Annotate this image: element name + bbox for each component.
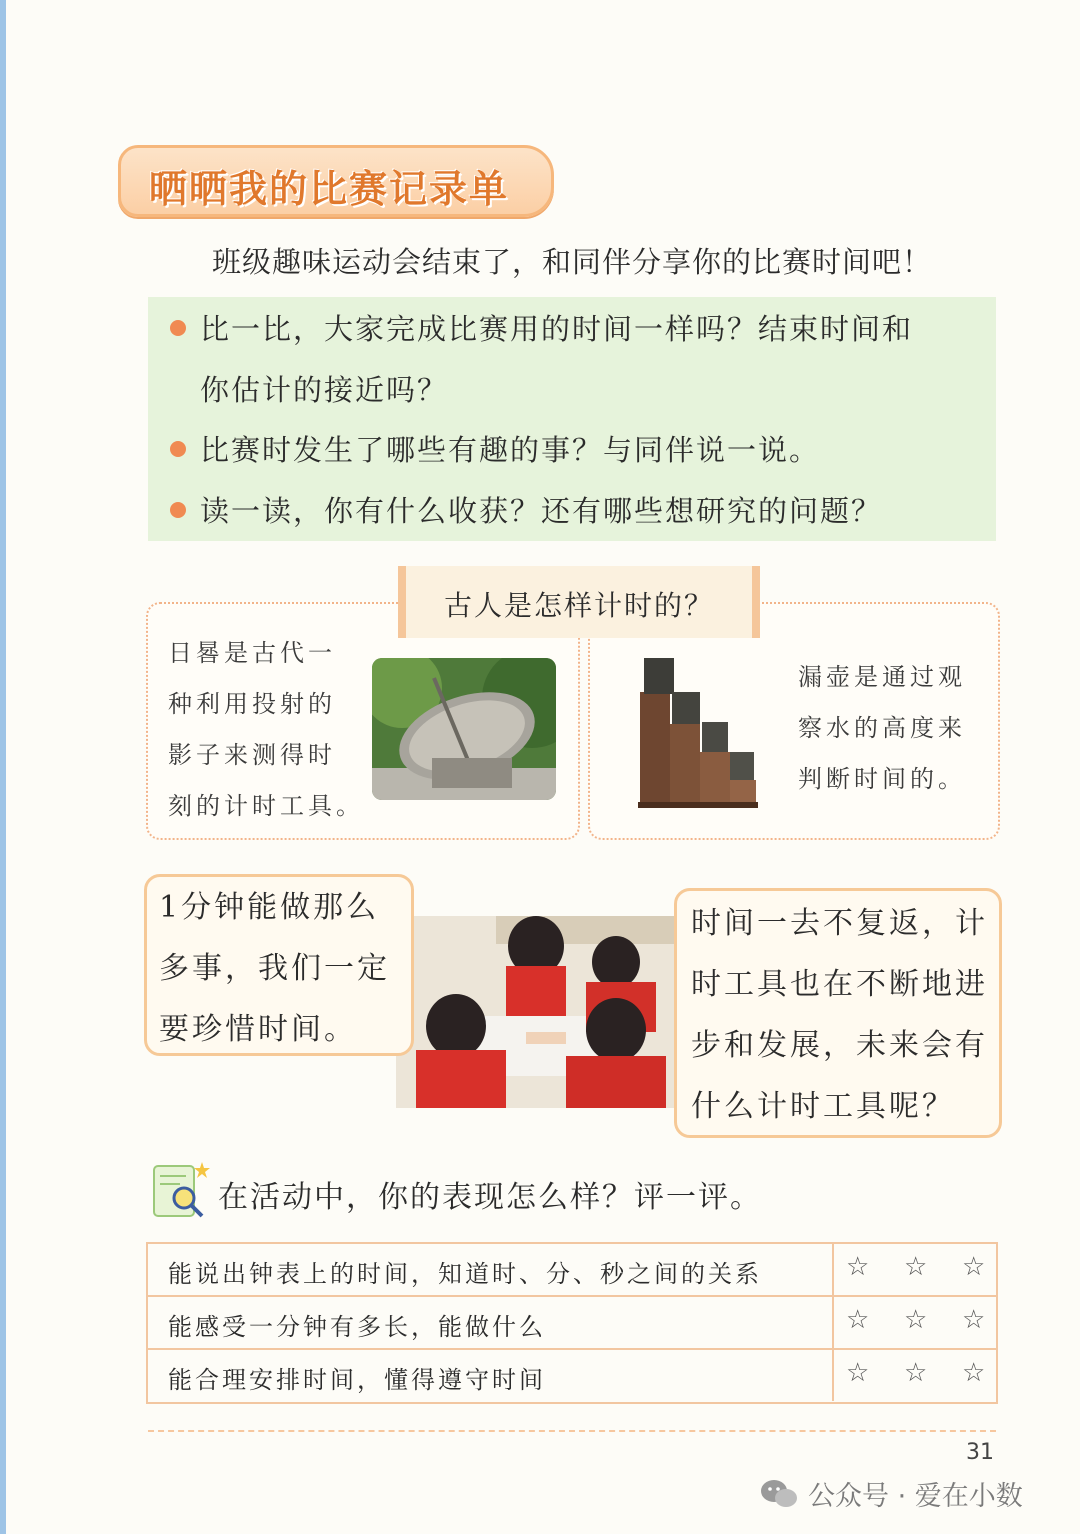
evaluation-table: [146, 1242, 998, 1404]
rating-stars: [832, 1244, 996, 1295]
star-icon[interactable]: ☆: [962, 1305, 986, 1335]
discussion-box: [148, 297, 996, 541]
discussion-item-1: 比一比，大家完成比赛用的时间一样吗？结束时间和: [200, 312, 914, 346]
discussion-item-3: 读一读，你有什么收获？还有哪些想研究的问题？: [200, 494, 883, 528]
evaluation-heading: 在活动中，你的表现怎么样？评一评。: [218, 1180, 762, 1215]
bubble-line: 什么计时工具呢？: [691, 1089, 955, 1124]
discussion-item-2: 比赛时发生了哪些有趣的事？与同伴说一说。: [200, 433, 821, 467]
bubble-line: 时工具也在不断地进: [691, 967, 988, 1002]
star-icon[interactable]: ☆: [904, 1252, 928, 1282]
bubble-line: 时间一去不复返，计: [691, 906, 988, 941]
discussion-item-1-cont: 你估计的接近吗？: [200, 373, 449, 407]
rating-stars: [832, 1350, 996, 1401]
students-photo: [396, 916, 676, 1108]
waterclock-line: 察水的高度来: [798, 714, 966, 742]
star-icon[interactable]: ☆: [846, 1358, 870, 1388]
ancient-heading: 古人是怎样计时的？: [443, 589, 714, 622]
evaluation-row: [148, 1297, 996, 1350]
bullet-icon: [170, 320, 186, 336]
evaluation-row-label: 能合理安排时间，懂得遵守时间: [168, 1366, 546, 1394]
bullet-icon: [170, 441, 186, 457]
section-title: 晒晒我的比赛记录单: [149, 167, 510, 211]
sundial-line: 日晷是古代一: [168, 639, 336, 667]
evaluation-magnifier-icon: [150, 1160, 212, 1222]
star-icon[interactable]: ☆: [904, 1358, 928, 1388]
intro-text: 班级趣味运动会结束了，和同伴分享你的比赛时间吧！: [212, 245, 933, 279]
right-speech-bubble: [674, 888, 1002, 1138]
sundial-photo: [372, 658, 556, 800]
ancient-heading-scroll: [398, 566, 760, 638]
bullet-icon: [170, 502, 186, 518]
sundial-line: 影子来测得时: [168, 741, 336, 769]
star-icon[interactable]: ☆: [846, 1305, 870, 1335]
right-bubble-text: [691, 893, 988, 1137]
waterclock-image: [620, 652, 760, 808]
star-icon[interactable]: ☆: [962, 1358, 986, 1388]
left-speech-bubble: [144, 874, 414, 1056]
waterclock-description: [798, 652, 966, 805]
waterclock-line: 判断时间的。: [798, 765, 966, 793]
left-bubble-text: [159, 877, 390, 1060]
divider: [148, 1430, 996, 1432]
bubble-line: 步和发展，未来会有: [691, 1028, 988, 1063]
page-number: 31: [966, 1440, 994, 1465]
star-icon[interactable]: ☆: [846, 1252, 870, 1282]
sundial-description: [168, 628, 364, 832]
students-image: [396, 916, 676, 1108]
sundial-image: [372, 658, 556, 800]
waterclock-line: 漏壶是通过观: [798, 663, 966, 691]
wechat-icon: [760, 1478, 798, 1510]
bubble-line: 要珍惜时间。: [159, 1012, 357, 1047]
bubble-line: 多事，我们一定: [159, 951, 390, 986]
watermark: [760, 1474, 1023, 1513]
rating-stars: [832, 1297, 996, 1348]
page-edge-strip: [0, 0, 6, 1534]
star-icon[interactable]: ☆: [962, 1252, 986, 1282]
section-title-banner: [118, 145, 554, 217]
bubble-line: 1分钟能做那么: [159, 890, 380, 925]
evaluation-row-label: 能说出钟表上的时间，知道时、分、秒之间的关系: [168, 1260, 762, 1288]
evaluation-row: [148, 1244, 996, 1297]
star-icon[interactable]: ☆: [904, 1305, 928, 1335]
sundial-line: 刻的计时工具。: [168, 792, 364, 820]
evaluation-row: [148, 1350, 996, 1403]
watermark-text: 公众号 · 爱在小数: [808, 1481, 1023, 1512]
sundial-line: 种利用投射的: [168, 690, 336, 718]
evaluation-row-label: 能感受一分钟有多长，能做什么: [168, 1313, 546, 1341]
